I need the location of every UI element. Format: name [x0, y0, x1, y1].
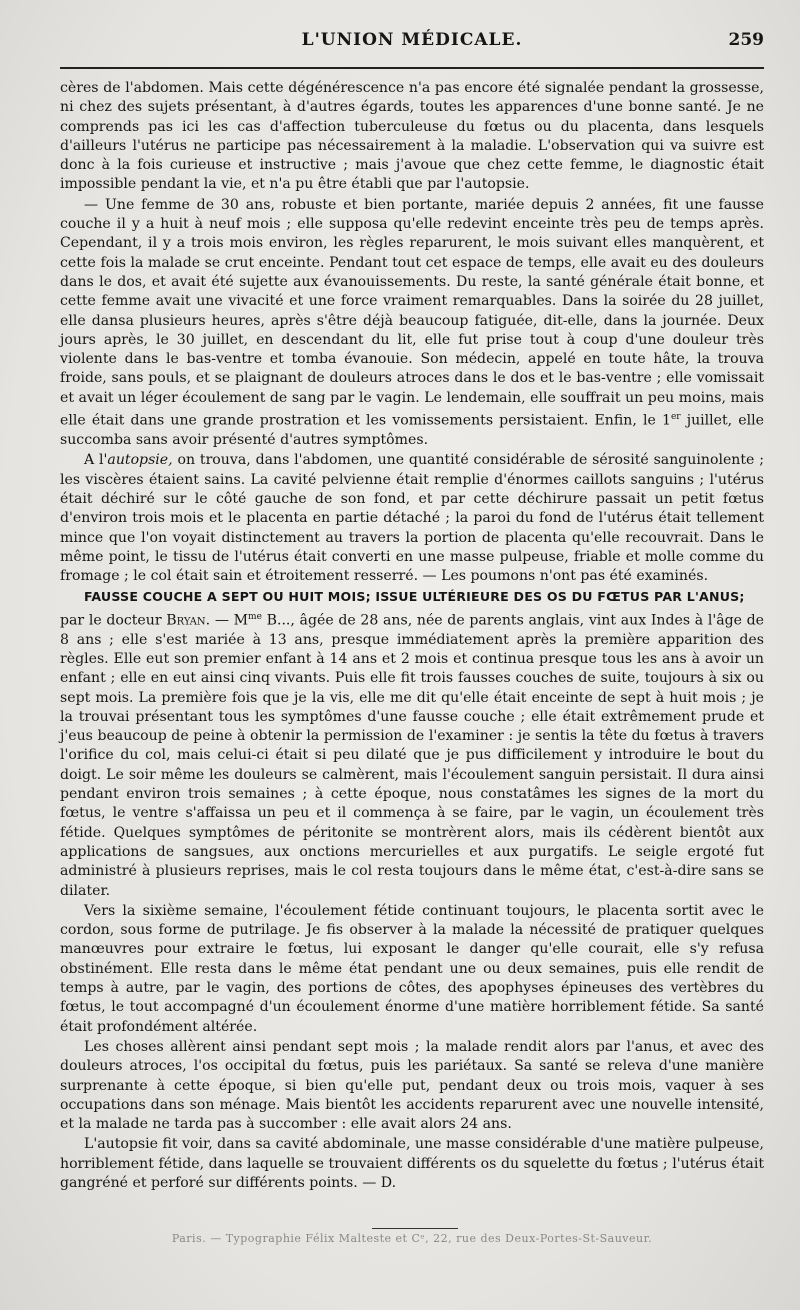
- autopsy-prefix: A l': [84, 452, 108, 469]
- running-header: [60, 30, 764, 69]
- case-one-end: juillet, elle succomba sans avoir présenté d'autres symptômes.: [60, 412, 764, 449]
- author-name: Bryan: [166, 612, 206, 629]
- patient-title-sup: me: [248, 611, 262, 622]
- date-day: 1: [661, 412, 671, 429]
- paragraph-case-one: [60, 196, 764, 451]
- autopsy-italic: autopsie,: [107, 452, 173, 469]
- case-two-text: B..., âgée de 28 ans, née de parents anglais, vint aux Indes à l'âge de 8 ans ; elle s'est mariée à 13 ans, presque immédiatement après la première apparition des règles. Elle eut son premier enfant à 14 ans et 2 mois et continua presque tous les ans à avoir un enfant ; elle en eut ainsi cinq vivants. Puis elle fit trois fausses couches de suite, toujours à six ou sept mois. La première fois que je la vis, elle me dit qu'elle était enceinte de sept à huit mois ; je la trouvai présentant tous les symptômes d'une fausse couche ; elle était extrêmement prude et j'eus beaucoup de peine à obtenir la permission de l'examiner : je sentis la tête du fœtus à travers l'orifice du col, mais celui-ci était si peu dilaté que je pus difficilement y introduire le bout du doigt. Le soir même les douleurs se calmèrent, mais l'écoulement sanguin persistait. Il dura ainsi pendant environ trois semaines ; à cette époque, nous constatâmes les signes de la mort du fœtus, le ventre s'affaissa un peu et il commença à se faire, par le vagin, un écoulement très fétide. Quelques symptômes de péritonite se montrèrent alors, mais ils cédèrent bientôt aux applications de sangsues, aux onctions mercurielles et aux purgatifs. Le seigle ergoté fut administré à plusieurs reprises, mais le col resta toujours dans le même état, c'est-à-dire sans se dilater.: [60, 612, 765, 899]
- patient-title: . — M: [205, 612, 249, 629]
- paragraph-final-autopsy: L'autopsie fit voir, dans sa cavité abdominale, une masse considérable d'une matière pulpeuse, horriblement fétide, dans laquelle se trouvaient différents os du squelette du fœtus ; l'utérus était gangréné et perforé sur différents points. — D.: [60, 1136, 764, 1191]
- case-one-text: — Une femme de 30 ans, robuste et bien portante, mariée depuis 2 années, fit une fausse couche il y a huit à neuf mois ; elle supposa qu'elle redevint enceinte très peu de temps après. Cependant, il y a trois mois environ, les règles reparurent, le mois suivant elles manquèrent, et cette fois la malade se crut enceinte. Pendant tout cet espace de temps, elle avait eu des douleurs dans le dos, et avait été sujette aux évanouissements. Du reste, la santé générale était bonne, et cette femme avait une vivacité et une force vraiment remarquables. Dans la soirée du 28 juillet, elle dansa plusieurs heures, après s'être déjà beaucoup fatiguée, dit-elle, dans la journée. Deux jours après, le 30 juillet, en descendant du lit, elle fut prise tout à coup d'une douleur très violente dans le bas-ventre et tomba évanouie. Son médecin, appelé en toute hâte, la trouva froide, sans pouls, et se plaignant de douleurs atroces dans le dos et le bas-ventre ; elle vomissait et avait un léger écoulement de sang par le vagin. Le lendemain, elle souffrait un peu moins, mais elle était dans une grande prostration et les vomissements persistaient. Enfin, le: [60, 196, 764, 429]
- article-body: [60, 79, 764, 1193]
- paragraph-case-two: [60, 608, 764, 901]
- printer-imprint: Paris. — Typographie Félix Malteste et Cᵉ, 22, rue des Deux-Portes-St-Sauveur.: [171, 1232, 653, 1245]
- autopsy-text: on trouva, dans l'abdomen, une quantité considérable de sérosité sanguinolente ; les viscères étaient sains. La cavité pelvienne était remplie d'énormes caillots sanguins ; l'utérus était déchiré sur le côté gauche de son fond, et par cette déchirure passait un petit fœtus d'environ trois mois et le placenta en partie détaché ; la paroi du fond de l'utérus était tellement mince que l'on voyait distinctement au travers la portion de placenta qu'elle recouvrait. Dans le même point, le tissu de l'utérus était converti en une masse pulpeuse, friable et molle comme du fromage ; le col était sain et étroitement resserré. — Les poumons n'ont pas été examinés.: [60, 452, 764, 585]
- paragraph-seven-months: Les choses allèrent ainsi pendant sept mois ; la malade rendit alors par l'anus, et avec des douleurs atroces, l'os occipital du fœtus, puis les pariétaux. Sa santé se releva d'une manière surprenante à cette époque, si bien qu'elle put, pendant deux ou trois mois, vaquer à ses occupations dans son ménage. Mais bientôt les accidents reparurent avec une nouvelle intensité, et la malade ne tarda pas à succomber : elle avait alors 24 ans.: [60, 1038, 764, 1133]
- date-ordinal: er: [670, 412, 681, 423]
- paragraph-continued: cères de l'abdomen. Mais cette dégénérescence n'a pas encore été signalée pendant la grossesse, ni chez des sujets présentant, à d'autres égards, toutes les apparences d'une bonne santé. Je ne comprends pas ici les cas d'affection tuberculeuse du fœtus ou du placenta, dans lesquels d'ailleurs l'utérus ne participe pas nécessairement à la maladie. L'observation qui va suivre est donc à la fois curieuse et instructive ; mais j'avoue que chez cette femme, le diagnostic était impossible pendant la vie, et n'a pu être établi que par l'autopsie.: [60, 80, 764, 193]
- paragraph-sixth-week: Vers la sixième semaine, l'écoulement fétide continuant toujours, le placenta sortit avec le cordon, sous forme de putrilage. Je fis observer à la malade la nécessité de pratiquer quelques manœuvres pour extraire le fœtus, lui exposant le danger qu'elle courait, elle s'y refusa obstinément. Elle resta dans le même état pendant une ou deux semaines, puis elle rendit de temps à autre, par le vagin, des portions de côtes, des apophyses épineuses des vertèbres du fœtus, le tout accompagné d'un écoulement énorme d'une matière horriblement fétide. Sa santé était profondément altérée.: [60, 902, 764, 1035]
- journal-title: L'UNION MÉDICALE.: [301, 30, 523, 50]
- author-prefix: par le docteur: [60, 612, 167, 629]
- section-heading: FAUSSE COUCHE A SEPT OU HUIT MOIS; ISSUE ULTÉRIEURE DES OS DU FŒTUS PAR L'ANUS;: [84, 589, 745, 605]
- footer-rule: [372, 1228, 458, 1229]
- page-number: 259: [728, 30, 764, 50]
- paragraph-autopsy: [60, 451, 764, 586]
